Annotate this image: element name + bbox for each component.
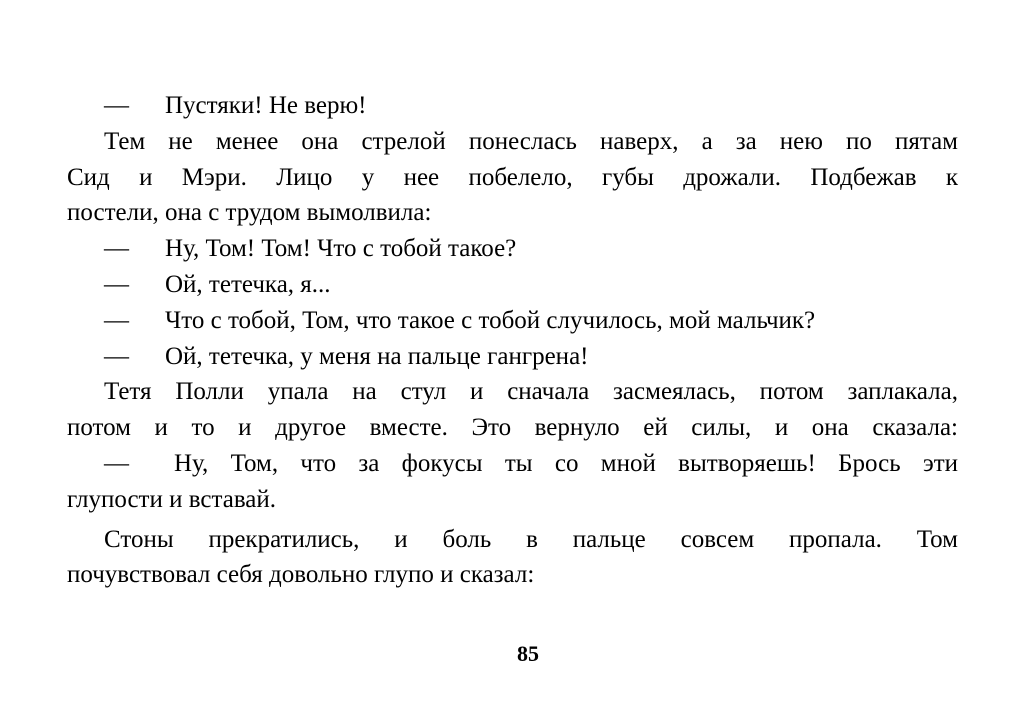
dialogue-dash: — (104, 342, 129, 370)
text-line: Ой, тетечка, у меня на пальце гангрена! (165, 342, 589, 370)
paragraph-line: почувствовал себя довольно глупо и сказал: (67, 561, 535, 589)
page-body (67, 88, 958, 593)
page-number: 85 (517, 641, 539, 666)
paragraph-line: Тем не менее она стрелой понеслась наверх, а за нею по пятам (104, 127, 958, 155)
paragraph-line: потом и то и другое вместе. Это вернуло ей силы, и она сказала: (67, 414, 958, 442)
dialogue-line (67, 339, 958, 375)
dialogue-dash: — (104, 270, 129, 298)
dialogue-dash: — (104, 92, 129, 119)
text-line: Ой, тетечка, я... (165, 270, 331, 298)
text-line: Ну, Том, что за фокусы ты со мной вытворяешь! Брось эти (174, 449, 958, 477)
text-line: Что с тобой, Том, что такое с тобой случилось, мой мальчик? (165, 306, 816, 334)
paragraph-line: постели, она с трудом вымолвила: (67, 199, 432, 227)
dialogue-line (67, 267, 958, 303)
paragraph-line: Тетя Полли упала на стул и сначала засмеялась, потом заплакала, (104, 378, 958, 406)
text-line: Ну, Том! Том! Что с тобой такое? (165, 235, 517, 263)
dialogue-dash: — (104, 449, 129, 477)
dialogue-line (67, 303, 958, 339)
text-line: Пустяки! Не верю! (165, 92, 367, 119)
paragraph-line: Стоны прекратились, и боль в пальце совсем пропала. Том (104, 525, 958, 553)
dialogue-line (67, 446, 958, 482)
dialogue-dash: — (104, 235, 129, 263)
paragraph-line: Сид и Мэри. Лицо у нее побелело, губы дрожали. Подбежав к (67, 163, 958, 191)
dialogue-line (67, 88, 958, 124)
paragraph-line: глупости и вставай. (67, 485, 277, 513)
dialogue-dash: — (104, 306, 129, 334)
dialogue-line (67, 231, 958, 267)
